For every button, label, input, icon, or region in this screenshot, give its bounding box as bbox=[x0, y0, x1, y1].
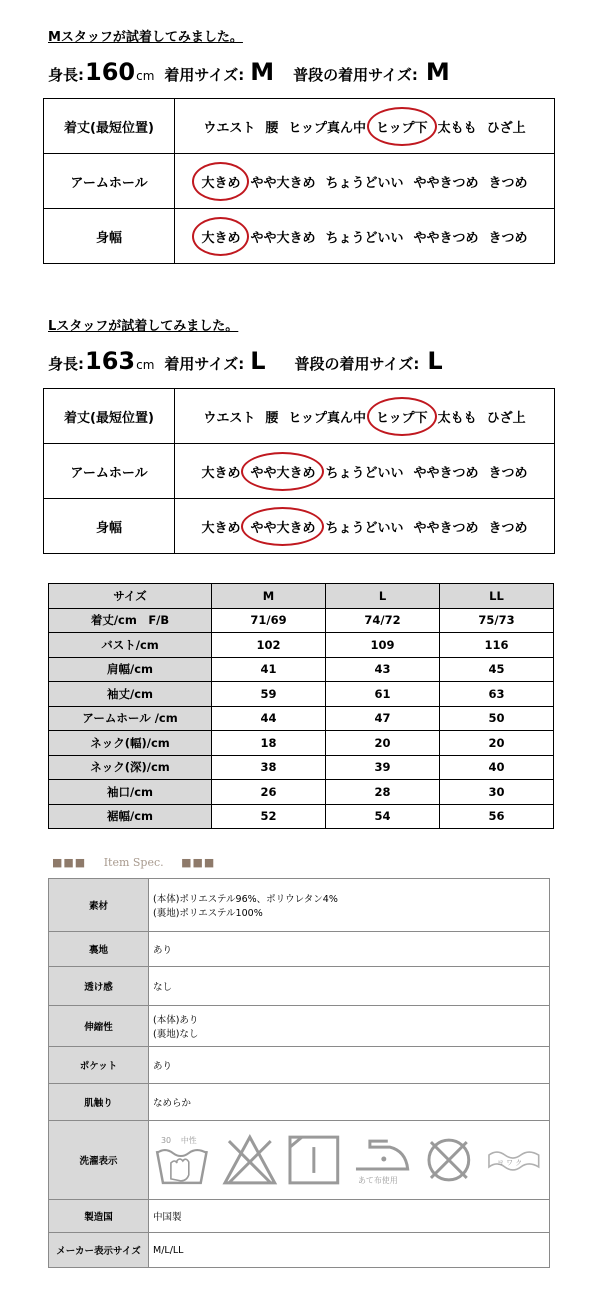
staff-m-title: Mスタッフが試着してみました。 bbox=[48, 30, 243, 45]
fit-option: 腰 bbox=[265, 120, 279, 136]
size-table-row bbox=[49, 608, 554, 633]
measure-value: 47 bbox=[326, 706, 440, 731]
spec-value bbox=[149, 1047, 550, 1084]
fit-option: きつめ bbox=[488, 465, 528, 481]
size-table-row bbox=[49, 633, 554, 658]
spec-row bbox=[49, 1006, 550, 1047]
fit-row-label: 着丈(最短位置) bbox=[44, 389, 175, 444]
spec-value bbox=[149, 879, 550, 932]
spec-value bbox=[149, 967, 550, 1006]
spec-value bbox=[149, 1084, 550, 1121]
fit-row-label: 身幅 bbox=[44, 209, 175, 264]
header-cell: L bbox=[326, 584, 440, 609]
staff-l-title: Lスタッフが試着してみました。 bbox=[48, 319, 239, 334]
fit-row-label: アームホール bbox=[44, 444, 175, 499]
item-spec-title: Item Spec. bbox=[103, 856, 164, 869]
fit-option: やや大きめ bbox=[250, 175, 316, 191]
measure-value: 116 bbox=[440, 633, 554, 658]
measure-label: 裾幅/cm bbox=[49, 804, 212, 829]
wash-temp: 30 bbox=[160, 1136, 172, 1146]
fit-option-list bbox=[175, 117, 554, 136]
spec-row bbox=[49, 1121, 550, 1200]
spec-value-line: なめらか bbox=[153, 1098, 192, 1109]
item-spec-heading bbox=[52, 856, 215, 869]
measure-value: 26 bbox=[212, 780, 326, 805]
fit-option: 太もも bbox=[437, 410, 477, 426]
spec-row bbox=[49, 879, 550, 932]
line-dry-shade-icon bbox=[286, 1133, 342, 1187]
fit-option-list bbox=[175, 517, 554, 536]
size-table-row bbox=[49, 706, 554, 731]
measure-value: 41 bbox=[212, 657, 326, 682]
size-table-header bbox=[49, 584, 554, 609]
measure-value: 63 bbox=[440, 682, 554, 707]
fit-option: ひざ上 bbox=[486, 120, 526, 136]
fit-option: ややきつめ bbox=[413, 520, 479, 536]
fit-option: ややきつめ bbox=[413, 465, 479, 481]
measure-value: 20 bbox=[326, 731, 440, 756]
measure-label: 着丈/cm F/B bbox=[49, 608, 212, 633]
spec-row bbox=[49, 1200, 550, 1233]
height-value: 163 bbox=[85, 347, 136, 375]
fit-option: ちょうどいい bbox=[325, 520, 404, 536]
size-table-row bbox=[49, 804, 554, 829]
fit-option: 大きめ bbox=[201, 465, 241, 481]
measure-label: バスト/cm bbox=[49, 633, 212, 658]
spec-row bbox=[49, 1233, 550, 1268]
measure-value: 39 bbox=[326, 755, 440, 780]
measure-value: 40 bbox=[440, 755, 554, 780]
size-table-row bbox=[49, 755, 554, 780]
spec-row bbox=[49, 1047, 550, 1084]
fit-row-label: 着丈(最短位置) bbox=[44, 99, 175, 154]
fit-option-list bbox=[175, 172, 554, 191]
fit-option: ウエスト bbox=[203, 120, 256, 136]
fit-row bbox=[44, 389, 555, 444]
measure-value: 20 bbox=[440, 731, 554, 756]
spec-value-line: あり bbox=[153, 945, 173, 956]
spec-key: 透け感 bbox=[49, 967, 149, 1006]
spec-value-line: (本体)あり bbox=[153, 1015, 199, 1026]
size-value: L bbox=[250, 347, 266, 375]
spec-key: 製造国 bbox=[49, 1200, 149, 1233]
measure-label: ネック(幅)/cm bbox=[49, 731, 212, 756]
measure-value: 54 bbox=[326, 804, 440, 829]
iron-note: あて布使用 bbox=[357, 1175, 398, 1185]
fit-option: 太もも bbox=[437, 120, 477, 136]
fit-option: ヒップ真ん中 bbox=[288, 120, 366, 136]
fit-option: ちょうどいい bbox=[325, 230, 404, 246]
spec-row bbox=[49, 967, 550, 1006]
staff-m-fit-table bbox=[43, 98, 555, 264]
square-bullets-icon: ■■■ bbox=[52, 856, 87, 869]
measure-value: 38 bbox=[212, 755, 326, 780]
measure-label: 袖丈/cm bbox=[49, 682, 212, 707]
usual-size-value: L bbox=[427, 347, 443, 375]
fit-options bbox=[175, 209, 555, 264]
measure-value: 56 bbox=[440, 804, 554, 829]
spec-key: 裏地 bbox=[49, 932, 149, 967]
size-value: M bbox=[250, 58, 275, 86]
measure-value: 102 bbox=[212, 633, 326, 658]
measure-label: ネック(深)/cm bbox=[49, 755, 212, 780]
measure-value: 74/72 bbox=[326, 608, 440, 633]
spec-value bbox=[149, 1200, 550, 1233]
measure-value: 45 bbox=[440, 657, 554, 682]
fit-option: やや大きめ bbox=[250, 230, 316, 246]
height-label: 身長: bbox=[48, 66, 84, 84]
spec-value-line: 中国製 bbox=[153, 1212, 182, 1223]
fit-options bbox=[175, 499, 555, 554]
spec-value bbox=[149, 1233, 550, 1268]
fit-option-selected: ヒップ下 bbox=[371, 117, 433, 136]
measure-value: 61 bbox=[326, 682, 440, 707]
fit-option-selected: 大きめ bbox=[196, 172, 245, 191]
size-label: 着用サイズ: bbox=[164, 355, 245, 373]
fit-row-label: アームホール bbox=[44, 154, 175, 209]
fit-option-list bbox=[175, 407, 554, 426]
measure-label: 肩幅/cm bbox=[49, 657, 212, 682]
measure-value: 59 bbox=[212, 682, 326, 707]
fit-option-selected: やや大きめ bbox=[245, 517, 320, 536]
header-cell: サイズ bbox=[49, 584, 212, 609]
fit-row bbox=[44, 99, 555, 154]
fit-option: ひざ上 bbox=[486, 410, 526, 426]
staff-l-stats bbox=[48, 347, 444, 375]
spec-value bbox=[149, 1121, 550, 1200]
measure-value: 75/73 bbox=[440, 608, 554, 633]
fit-option: ややきつめ bbox=[413, 230, 479, 246]
fit-option: ちょうどいい bbox=[325, 175, 404, 191]
height-unit: cm bbox=[136, 69, 155, 83]
measure-value: 43 bbox=[326, 657, 440, 682]
measure-value: 50 bbox=[440, 706, 554, 731]
spec-key: 素材 bbox=[49, 879, 149, 932]
spec-key: メーカー表示サイズ bbox=[49, 1233, 149, 1268]
iron-low-icon bbox=[350, 1131, 414, 1189]
usual-size-label: 普段の着用サイズ: bbox=[294, 355, 420, 373]
fit-row bbox=[44, 444, 555, 499]
spec-value-line: M/L/LL bbox=[153, 1244, 184, 1256]
fit-row bbox=[44, 154, 555, 209]
fit-options bbox=[175, 154, 555, 209]
measure-label: アームホール /cm bbox=[49, 706, 212, 731]
fit-options bbox=[175, 99, 555, 154]
header-cell: LL bbox=[440, 584, 554, 609]
measure-value: 52 bbox=[212, 804, 326, 829]
no-tumble-dry-icon bbox=[422, 1133, 476, 1187]
usual-size-value: M bbox=[425, 58, 450, 86]
spec-row bbox=[49, 932, 550, 967]
height-label: 身長: bbox=[48, 355, 84, 373]
size-table-row bbox=[49, 731, 554, 756]
spec-value bbox=[149, 1006, 550, 1047]
staff-l-fit-table bbox=[43, 388, 555, 554]
measure-value: 18 bbox=[212, 731, 326, 756]
spec-key: 肌触り bbox=[49, 1084, 149, 1121]
measure-label: 袖口/cm bbox=[49, 780, 212, 805]
fit-option: きつめ bbox=[488, 520, 528, 536]
fit-row bbox=[44, 209, 555, 264]
usual-size-label: 普段の着用サイズ: bbox=[293, 66, 418, 84]
size-table bbox=[48, 583, 554, 829]
care-icons bbox=[153, 1131, 545, 1189]
measure-value: 109 bbox=[326, 633, 440, 658]
staff-m-stats bbox=[48, 58, 451, 86]
fit-option-selected: やや大きめ bbox=[245, 462, 320, 481]
size-table-row bbox=[49, 682, 554, 707]
fit-option: 腰 bbox=[265, 410, 279, 426]
fit-option-list bbox=[175, 462, 554, 481]
spec-value-line: (裏地)なし bbox=[153, 1029, 199, 1040]
height-value: 160 bbox=[85, 58, 136, 86]
fit-option: ちょうどいい bbox=[325, 465, 404, 481]
fit-option: きつめ bbox=[488, 175, 528, 191]
hand-wash-icon bbox=[153, 1131, 213, 1189]
fit-option-selected: 大きめ bbox=[196, 227, 245, 246]
spec-key: 洗濯表示 bbox=[49, 1121, 149, 1200]
measure-value: 71/69 bbox=[212, 608, 326, 633]
fit-options bbox=[175, 444, 555, 499]
wring-text: ヨ ワ ク bbox=[497, 1158, 523, 1167]
height-unit: cm bbox=[136, 358, 155, 372]
spec-value-line: あり bbox=[153, 1061, 173, 1072]
square-bullets-icon: ■■■ bbox=[181, 856, 216, 869]
header-cell: M bbox=[212, 584, 326, 609]
spec-value-line: (裏地)ポリエステル100% bbox=[153, 908, 263, 919]
fit-option-selected: ヒップ下 bbox=[371, 407, 433, 426]
fit-option: 大きめ bbox=[201, 520, 241, 536]
spec-key: ポケット bbox=[49, 1047, 149, 1084]
fit-option: きつめ bbox=[488, 230, 528, 246]
measure-value: 30 bbox=[440, 780, 554, 805]
item-spec-table bbox=[48, 878, 550, 1268]
wring-gently-icon bbox=[483, 1145, 545, 1175]
spec-value-line: (本体)ポリエステル96%、ポリウレタン4% bbox=[153, 894, 338, 905]
size-label: 着用サイズ: bbox=[164, 66, 245, 84]
fit-option-list bbox=[175, 227, 554, 246]
spec-key: 伸縮性 bbox=[49, 1006, 149, 1047]
size-table-row bbox=[49, 780, 554, 805]
measure-value: 28 bbox=[326, 780, 440, 805]
spec-value-line: なし bbox=[153, 982, 173, 993]
size-table-row bbox=[49, 657, 554, 682]
fit-option: ヒップ真ん中 bbox=[288, 410, 366, 426]
spec-row bbox=[49, 1084, 550, 1121]
spec-value bbox=[149, 932, 550, 967]
no-bleach-icon bbox=[221, 1133, 279, 1187]
wash-note: 中性 bbox=[180, 1136, 197, 1146]
fit-option: ウエスト bbox=[203, 410, 256, 426]
fit-option: ややきつめ bbox=[413, 175, 479, 191]
measure-value: 44 bbox=[212, 706, 326, 731]
fit-row bbox=[44, 499, 555, 554]
fit-row-label: 身幅 bbox=[44, 499, 175, 554]
fit-options bbox=[175, 389, 555, 444]
